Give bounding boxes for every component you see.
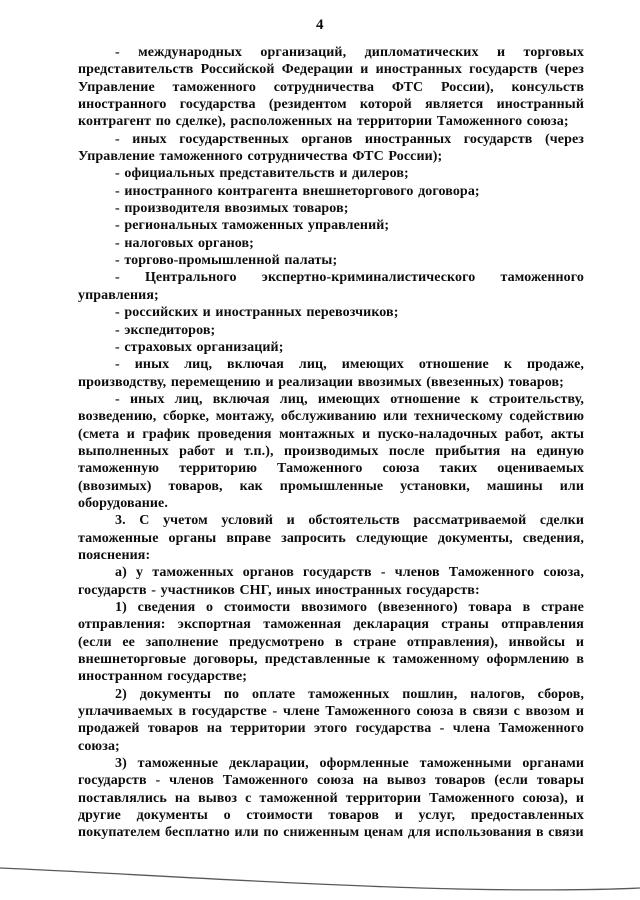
scan-artifact-curve xyxy=(0,860,640,900)
paragraph: 1) сведения о стоимости ввозимого (ввезенного) товара в стране отправления: экспортная таможенная декларация страны отправления (если ее заполнение предусмотрено в стране отправления), инвойсы и внешнеторговые договоры, представленные к таможенному оформлению в иностранном государстве; xyxy=(78,600,584,685)
page-number: 4 xyxy=(316,17,324,33)
paragraph: - иных государственных органов иностранных государств (через Управление таможенного сотрудничества ФТС России); xyxy=(78,131,584,165)
paragraph: - страховых организаций; xyxy=(115,339,284,355)
paragraph: - иных лиц, включая лиц, имеющих отношение к строительству, возведению, сборке, монтажу, обслуживанию или техническому содействию (смета и график проведения монтажных и пуско-наладочных работ, акты выполненных работ и т.п.), производимых после прибытия на единую таможенную территорию Таможенного союза таких оцениваемых (ввозимых) товаров, как промышленные установки, машины или оборудование. xyxy=(78,391,584,511)
paragraph: - международных организаций, дипломатических и торговых представительств Российской Федерации и иностранных государств (через Управление таможенного сотрудничества ФТС России), консульств иностранного государства (резидентом которой является иностранный контрагент по сделке), расположенных на территории Таможенного союза; xyxy=(78,45,584,130)
paragraph: - экспедиторов; xyxy=(115,322,216,338)
paragraph: - Центрального экспертно-криминалистического таможенного управления; xyxy=(78,270,584,303)
paragraph: - налоговых органов; xyxy=(115,235,254,251)
paragraph: - иных лиц, включая лиц, имеющих отношение к продаже, производству, перемещению и реализации ввозимых (ввезенных) товаров; xyxy=(78,357,584,390)
paragraph: - официальных представительств и дилеров; xyxy=(115,166,409,182)
paragraph: 2) документы по оплате таможенных пошлин, налогов, сборов, уплачиваемых в государстве - члене Таможенного союза в связи с ввозом и продажей товаров на территории этого государства - члена Таможенного союза; xyxy=(78,686,584,754)
paragraph: - иностранного контрагента внешнеторгового договора; xyxy=(115,183,480,199)
paragraph: - производителя ввозимых товаров; xyxy=(115,201,349,217)
paragraph: - торгово-промышленной палаты; xyxy=(115,253,338,269)
paragraph: 3) таможенные декларации, оформленные таможенными органами государств - членов Таможенного союза на вывоз товаров (если товары поставлялись на вывоз с таможенной территории Таможенного союза), и другие документы о стоимости товаров и услуг, предоставленных покупателем бесплатно или по сниженным ценам для использования в связи xyxy=(78,756,584,841)
paragraph: а) у таможенных органов государств - членов Таможенного союза, государств - участников СНГ, иных иностранных государств: xyxy=(78,565,584,598)
paragraph: - региональных таможенных управлений; xyxy=(115,218,390,234)
paragraph: - российских и иностранных перевозчиков; xyxy=(115,305,399,321)
document-body xyxy=(78,44,584,842)
paragraph: 3. С учетом условий и обстоятельств рассматриваемой сделки таможенные органы вправе запросить следующие документы, сведения, пояснения: xyxy=(78,513,584,563)
